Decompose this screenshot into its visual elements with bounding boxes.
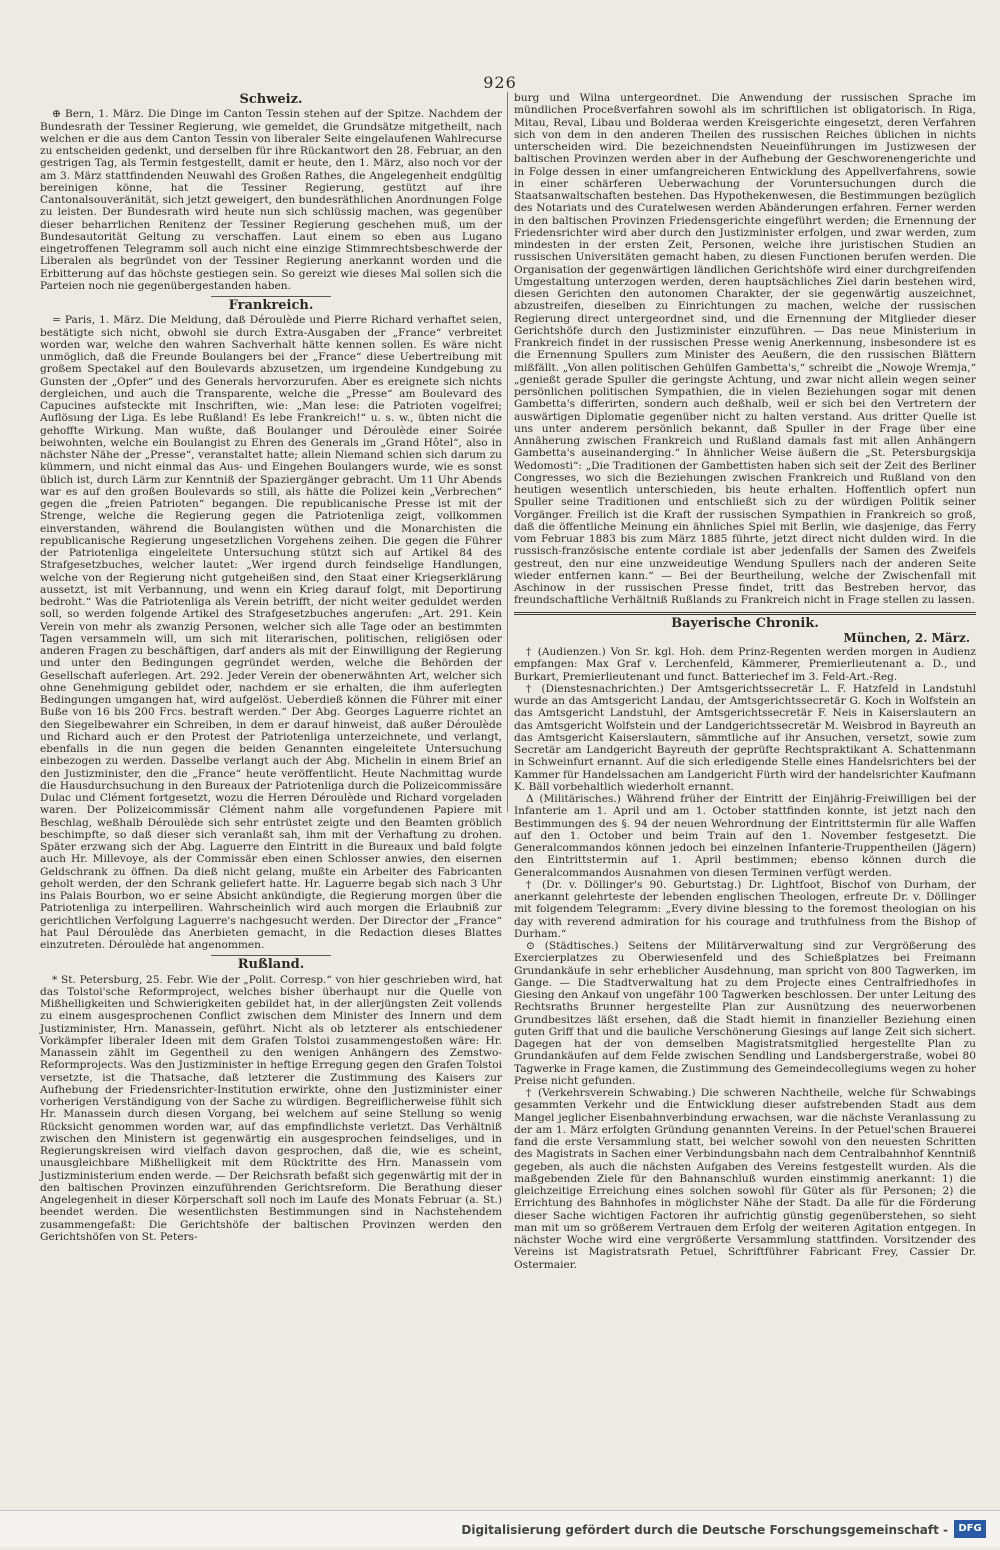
section-divider bbox=[211, 296, 331, 297]
article-russland: * St. Petersburg, 25. Febr. Wie der „Polit. Corresp.“ von hier geschrieben wird, hat das Tolstoi'sche Reformproject, welches bisher überhaupt nur die Quelle von Mißhelligkeiten und Schwierigkeiten gebildet hat, in der allerjüngsten Zeit vollends zu einem ausgesprochenen Conflict zwischen dem Minister des Innern und dem Justizminister, Hrn. Manassein, geführt. Nicht als ob letzterer als entschiedener Vorkämpfer liberaler Ideen mit dem Grafen Tolstoi zusammengestoßen wäre: Hr. Manassein zählt im Gegentheil zu den wenigen Anhängern des Zemstwo-Reformprojects. Was den Justizminister in heftige Erregung gegen den Grafen Tolstoi versetzte, ist die Thatsache, daß letzterer die Zustimmung des Kaisers zur Aufhebung der Friedensrichter-Institution erwirkte, ohne den Justizminister einer vorherigen Verständigung von der Sache zu würdigen. Begreiflicherweise fühlt sich Hr. Manassein durch diesen Vorgang, bei welchem auf seine Stellung so wenig Rücksicht genommen worden war, auf das empfindlichste verletzt. Das Verhältniß zwischen den Ministern ist gegenwärtig ein ausgesprochen feindseliges, und in Regierungskreisen wird vielfach davon gesprochen, daß die, wie es scheint, unausgleichbare Mißhelligkeit mit dem Rücktritte des Hrn. Manassein vom Justizministerium enden werde. — Der Reichsrath befaßt sich gegenwärtig mit der in den baltischen Provinzen einzuführenden Gerichtsreform. Die Berathung dieser Angelegenheit in dieser Körperschaft soll noch im Laufe des Monats Februar (a. St.) beendet werden. Die wesentlichsten Bestimmungen sind in Nachstehendem zusammengefaßt: Die Gerichtshöfe der baltischen Provinzen werden den Gerichtshöfen von St. Peters- bbox=[40, 973, 502, 1243]
right-column bbox=[514, 92, 976, 1271]
footer-credit: Digitalisierung gefördert durch die Deutsche Forschungsgemeinschaft - bbox=[461, 1523, 948, 1537]
chronik-staedtisches: ⊙ (Städtisches.) Seitens der Militärverwaltung sind zur Vergrößerung des Exercierplatzes zu Oberwiesenfeld und des Schießplatzes bei Freimann Grundankäufe in sehr erheblicher Ausdehnung, man spricht von 800 Tagwerken, im Gange. — Die Stadtverwaltung hat zu dem Projecte eines Centralfriedhofes in Giesing den Ankauf von ungefähr 100 Tagwerken beschlossen. Der unter Leitung des Rechtsraths Brunner hergestellte Plan zur Ausnützung des neuerworbenen Grundbesitzes läßt ersehen, daß die Stadt hiemit in finanzieller Beziehung einen guten Griff that und die bauliche Verschönerung Giesings auf lange Zeit sich sichert. Dagegen hat der von demselben Magistratsmitglied hergestellte Plan zu Grundankäufen auf dem Felde zwischen Sendling und Landsbergerstraße, wobei 80 Tagwerke in Frage kamen, die Zustimmung des Gemeindecollegiums wegen zu hoher Preise nicht gefunden. bbox=[514, 940, 976, 1087]
chronik-doellinger: † (Dr. v. Döllinger's 90. Geburtstag.) Dr. Lightfoot, Bischof von Durham, der anerkannt gelehrteste der lebenden englischen Theologen, erfreute Dr. v. Döllinger mit folgendem Telegramm: „Every divine blessing to the foremost theologian on his day with reverend admiration for his courage and truthfulness from the Bishop of Durham.“ bbox=[514, 878, 976, 940]
article-russland-continued: burg und Wilna untergeordnet. Die Anwendung der russischen Sprache im mündlichen Proceßverfahren sowohl als im schriftlichen ist obligatorisch. In Riga, Mitau, Reval, Libau und Bolderaa werden Kreisgerichte eingesetzt, deren Verfahren sich von dem in den anderen Theilen des russischen Reiches üblichen in nichts unterscheiden wird. Die bezeichnendsten Neueinführungen im Justizwesen der baltischen Provinzen werden aber in der Aufhebung der Geschworenengerichte und in Folge dessen in einer umfangreicheren Entwicklung des Appellverfahrens, sowie in einer schärferen Ueberwachung der Voruntersuchungen durch die Staatsanwaltschaften bestehen. Das Hypothekenwesen, die Bestimmungen bezüglich des Notariats und des Curatelwesen werden Abänderungen erfahren. Ferner werden in den baltischen Provinzen Friedensgerichte eingeführt werden; die Ernennung der Friedensrichter wird aber durch den Justizminister erfolgen, und zwar werden, zum mindesten in der ersten Zeit, Personen, welche ihre juristischen Studien an russischen Universitäten gemacht haben, zu diesen Functionen berufen werden. Die Organisation der gegenwärtigen ländlichen Gerichtshöfe wird einer durchgreifenden Umgestaltung unterzogen werden, deren hauptsächliches Ziel darin bestehen wird, diesen Gerichten den autonomen Charakter, der sie gegenwärtig auszeichnet, abzustreifen, dieselben zu Einrichtungen zu machen, welche der russischen Regierung direct untergeordnet sind, und die Ernennung der Mitglieder dieser Gerichtshöfe durch den Justizminister einzuführen. — Das neue Ministerium in Frankreich findet in der russischen Presse wenig Anerkennung, insbesondere ist es die Ernennung Spullers zum Minister des Aeußern, die den russischen Blättern mißfällt. „Von allen politischen Gehülfen Gambetta's,“ schreibt die „Nowoje Wremja,“ „genießt gerade Spuller die geringste Achtung, und zwar nicht allein wegen seiner persönlichen politischen Sympathien, die in vielen Beziehungen sogar mit denen Gambetta's differirten, sondern auch deßhalb, weil er sich bei den Vertretern der auswärtigen Diplomatie gegenüber nicht zu halten verstand. Aus dritter Quelle ist uns unter anderem persönlich bekannt, daß Spuller in der Frage über eine Annäherung zwischen Frankreich und Rußland damals fast mit allen Anhängern Gambetta's auseinanderging.“ In ähnlicher Weise äußern die „St. Petersburgskija Wedomosti“: „Die Traditionen der Gambettisten haben sich seit der Zeit des Berliner Congresses, wo sich die Beziehungen zwischen Frankreich und Rußland von den heutigen wesentlich unterschieden, bis heute erhalten. Hoffentlich opfert nun Spuller seine Traditionen und entschließt sich zu der würdigen Politik seiner Vorgänger. Freilich ist die Kraft der russischen Sympathien in Frankreich so groß, daß die öffentliche Meinung ein ähnliches Spiel mit Berlin, wie dasjenige, das Ferry vom Februar 1883 bis zum März 1885 führte, jetzt direct nicht dulden wird. In die russisch-französische entente cordiale ist aber jedenfalls der Samen des Zweifels gestreut, den nur eine unzweideutige Wendung Spullers nach der anderen Seite wieder entfernen kann.“ — Bei der Beurtheilung, welche der Zwischenfall mit Aschinow in der russischen Presse findet, tritt das Bestreben hervor, das freundschaftliche Verhältniß Rußlands zu Frankreich nicht in Frage stellen zu lassen. bbox=[514, 92, 976, 607]
section-title-frankreich: Frankreich. bbox=[228, 298, 314, 313]
article-frankreich: = Paris, 1. März. Die Meldung, daß Déroulède und Pierre Richard verhaftet seien, bestätigte sich nicht, obwohl sie durch Extra-Ausgaben der „France“ verbreitet worden war, welche den wahren Sachverhalt hätte kennen sollen. Es wäre nicht unmöglich, daß die Freunde Boulangers bei der „France“ diese Uebertreibung mit großem Spectakel auf den Boulevards abzusetzen, um irgendeine Kundgebung zu Gunsten der „Opfer“ und des Generals hervorzurufen. Aber es ereignete sich nichts dergleichen, und auch die Transparente, welche die „Presse“ am Boulevard des Capucines aufsteckte mit Inschriften, wie: „Man lese: die Patrioten vogelfrei; Auflösung der Liga. Es lebe Rußland! Es lebe Frankreich!“ u. s. w., übten nicht die gehoffte Wirkung. Man wußte, daß Boulanger und Déroulède einer Soirée beiwohnten, welche ein Boulangist zu Ehren des Generals im „Grand Hôtel“, also in nächster Nähe der „Presse“, veranstaltet hatte; allein Niemand schien sich darum zu kümmern, und nicht einmal das Aus- und Eingehen Boulangers wurde, wie es sonst üblich ist, durch Lärm zur Kenntniß der Spaziergänger gebracht. Um 11 Uhr Abends war es auf den großen Boulevards so still, als hätte die Polizei kein „Verbrechen“ gegen die „freien Patrioten“ begangen. Die republicanische Presse ist mit der Strenge, welche die Regierung gegen die Patriotenliga zeigt, vollkommen einverstanden, während die Boulangisten wüthen und die Monarchisten die republicanische Regierung ungesetzlichen Vorgehens zeihen. Die gegen die Führer der Patriotenliga eingeleitete Untersuchung stützt sich auf Artikel 84 des Strafgesetzbuches, welcher lautet: „Wer irgend durch feindselige Handlungen, welche von der Regierung nicht gutgeheißen sind, den Staat einer Kriegserklärung aussetzt, ist mit Verbannung, und wenn ein Krieg darauf folgt, mit Deportirung bedroht.“ Was die Patriotenliga als Verein betrifft, der nicht weiter geduldet werden soll, so werden folgende Artikel des Strafgesetzbuches angerufen: „Art. 291. Kein Verein von mehr als zwanzig Personen, welcher sich alle Tage oder an bestimmten Tagen versammeln will, um sich mit literarischen, politischen, religiösen oder anderen Fragen zu beschäftigen, darf anders als mit der Einwilligung der Regierung und unter den Bedingungen gegründet werden, welche die Behörden der Gesellschaft auferlegen. Art. 292. Jeder Verein der obenerwähnten Art, welcher sich ohne Genehmigung gebildet oder, nachdem er sie erhalten, die ihm auferlegten Bedingungen umgangen hat, wird aufgelöst. Ueberdieß können die Führer mit einer Buße von 16 bis 200 Frcs. bestraft werden.“ Der Abg. Georges Laguerre richtet an den Siegelbewahrer ein Schreiben, in dem er darauf hinweist, daß außer Déroulède und Richard auch er den Protest der Patriotenliga unterzeichnete, und verlangt, ebenfalls in die nun gegen die beiden Genannten eingeleitete Untersuchung einbezogen zu werden. Dasselbe verlangt auch der Abg. Michelin in einem Brief an den Justizminister, den die „France“ heute veröffentlicht. Heute Nachmittag wurde die Hausdurchsuchung in den Bureaux der Patriotenliga durch die Polizeicommissäre Dulac und Clément fortgesetzt, wozu die Herren Déroulède und Richard vorgeladen waren. Der Polizeicommissär Clément nahm alle vorgefundenen Papiere mit Beschlag, weßhalb Déroulède sich sehr entrüstet zeigte und den Beamten gröblich beschimpfte, so daß dieser sich veranlaßt sah, ihm mit der Verhaftung zu drohen. Später erzwang sich der Abg. Laguerre den Eintritt in die Bureaux und bald folgte auch Hr. Millevoye, als der Commissär eben einen Schlosser anwies, den eisernen Geldschrank zu öffnen. Da dieß nicht gelang, mußte ein Arbeiter des Fabricanten geholt werden, der den Schrank geliefert hatte. Hr. Laguerre begab sich nach 3 Uhr ins Palais Bourbon, wo er seine Absicht ankündigte, die Regierung morgen über die Patriotenliga zu interpelliren. Wahrscheinlich wird auch morgen die Erlaubniß zur gerichtlichen Verfolgung Laguerre's nachgesucht werden. Der Director der „France“ hat Paul Déroulède das Anerbieten gemacht, in die Redaction dieses Blattes einzutreten. Déroulède hat angenommen. bbox=[40, 314, 502, 951]
section-divider bbox=[211, 955, 331, 956]
chronik-militaerisches: Δ (Militärisches.) Während früher der Eintritt der Einjährig-Freiwilligen bei der Infanterie am 1. April und am 1. October stattfinden konnte, ist jetzt nach den Bestimmungen des §. 94 der neuen Wehrordnung der Eintrittstermin für alle Waffen auf den 1. October und beim Train auf den 1. November festgesetzt. Die Generalcommandos können jedoch bei einzelnen Infanterie-Truppentheilen (Jägern) den Eintrittstermin auf 1. April bestimmen; ebenso können durch die Generalcommandos Ausnahmen von diesen Terminen verfügt werden. bbox=[514, 793, 976, 879]
footer-bar bbox=[0, 1510, 1000, 1547]
section-title-schweiz: Schweiz. bbox=[239, 92, 303, 107]
section-divider-thick bbox=[514, 612, 976, 615]
article-schweiz: ⊕ Bern, 1. März. Die Dinge im Canton Tessin stehen auf der Spitze. Nachdem der Bundesrath der Tessiner Regierung, wie gemeldet, die Grundsätze mitgetheilt, nach welchen er die aus dem Canton Tessin von liberaler Seite eingelaufenen Wahlrecurse zu entscheiden gedenkt, und derselben für ihre Rückantwort den 28. Februar, an den gestrigen Tag, als Termin festgestellt, damit er heute, den 1. März, also noch vor der am 3. März stattfindenden Neuwahl des Großen Rathes, die Angelegenheit endgültig bereinigen könne, hat die Tessiner Regierung, gestützt auf ihre Cantonalsouveränität, sich jetzt geweigert, den bundesräthlichen Anordnungen Folge zu leisten. Der Bundesrath wird heute nun sich schlüssig machen, was gegenüber dieser beharrlichen Renitenz der Tessiner Regierung geschehen muß, um der Bundesautorität Geltung zu verschaffen. Laut einem so eben aus Lugano eingetroffenen Telegramm soll auch nicht eine einzige Stimmrechtsbeschwerde der Liberalen als begründet von der Tessiner Regierung anerkannt worden und die Erbitterung auf das höchste gestiegen sein. So gereizt wie dieses Mal sollen sich die Parteien noch nie gegenübergestanden haben. bbox=[40, 108, 502, 292]
section-title-russland: Rußland. bbox=[237, 957, 305, 973]
left-column bbox=[40, 92, 502, 1243]
page-number: 926 bbox=[483, 73, 517, 92]
dateline-muenchen: München, 2. März. bbox=[843, 630, 970, 645]
chronik-audienzen: † (Audienzen.) Von Sr. kgl. Hoh. dem Prinz-Regenten werden morgen in Audienz empfangen: Max Graf v. Lerchenfeld, Kämmerer, Premierlieutenant a. D., und Burkart, Premierlieutenant und funct. Batteriechef im 3. Feld-Art.-Reg. bbox=[514, 646, 976, 683]
chronik-dienstesnachrichten: † (Dienstesnachrichten.) Der Amtsgerichtssecretär L. F. Hatzfeld in Landstuhl wurde an das Amtsgericht Landau, der Amtsgerichtssecretär G. Koch in Wolfstein an das Amtsgericht Landstuhl, der Amtsgerichtssecretär F. Neis in Kaiserslautern an das Amtsgericht Wolfstein und der Landgerichtssecretär M. Weisbrod in Bayreuth an das Amtsgericht Kaiserslautern, sämmtliche auf ihr Ansuchen, versetzt, sowie zum Secretär am Landgericht Bayreuth der geprüfte Rechtspraktikant A. Schattenmann in Schweinfurt ernannt. Auf die sich erledigende Stelle eines Handelsrichters bei der Kammer für Handelssachen am Landgericht Fürth wird der handelsrichter Kaufmann K. Bäll vorbehaltlich wiederholt ernannt. bbox=[514, 682, 976, 793]
section-title-bayerische-chronik: Bayerische Chronik. bbox=[671, 615, 819, 631]
column-divider bbox=[507, 92, 508, 812]
chronik-verkehrsverein: † (Verkehrsverein Schwabing.) Die schweren Nachtheile, welche für Schwabings gesammten Verkehr und die Entwicklung dieser aufstrebenden Stadt aus dem Mangel jeglicher Eisenbahnverbindung erwachsen, war die nächste Veranlassung zu der am 1. März erfolgten Gründung genannten Vereins. In der Petuel'schen Brauerei fand die erste Versammlung statt, bei welcher sowohl von den neuesten Schritten des Magistrats in Sachen einer Verbindungsbahn nach dem Centralbahnhof Kenntniß gegeben, als auch die nächsten Aufgaben des Vereins festgestellt wurden. Als die maßgebenden Ziele für den Bahnanschluß wurden einstimmig anerkannt: 1) die gleichzeitige Erreichung eines solchen sowohl für Güter als für Personen; 2) die Errichtung des Bahnhofes in möglichster Nähe der Stadt. Da alle für die Förderung dieser Sache wichtigen Factoren ihr aufrichtig günstig gegenüberstehen, so sieht man mit um so größerem Vertrauen dem Erfolg der weiteren Agitation entgegen. In nächster Woche wird eine vergrößerte Versammlung stattfinden. Vorsitzender des Vereins ist Magistratsrath Petuel, Schriftführer Fabricant Frey, Cassier Dr. Ostermaier. bbox=[514, 1087, 976, 1271]
dfg-logo: DFG bbox=[954, 1520, 986, 1538]
